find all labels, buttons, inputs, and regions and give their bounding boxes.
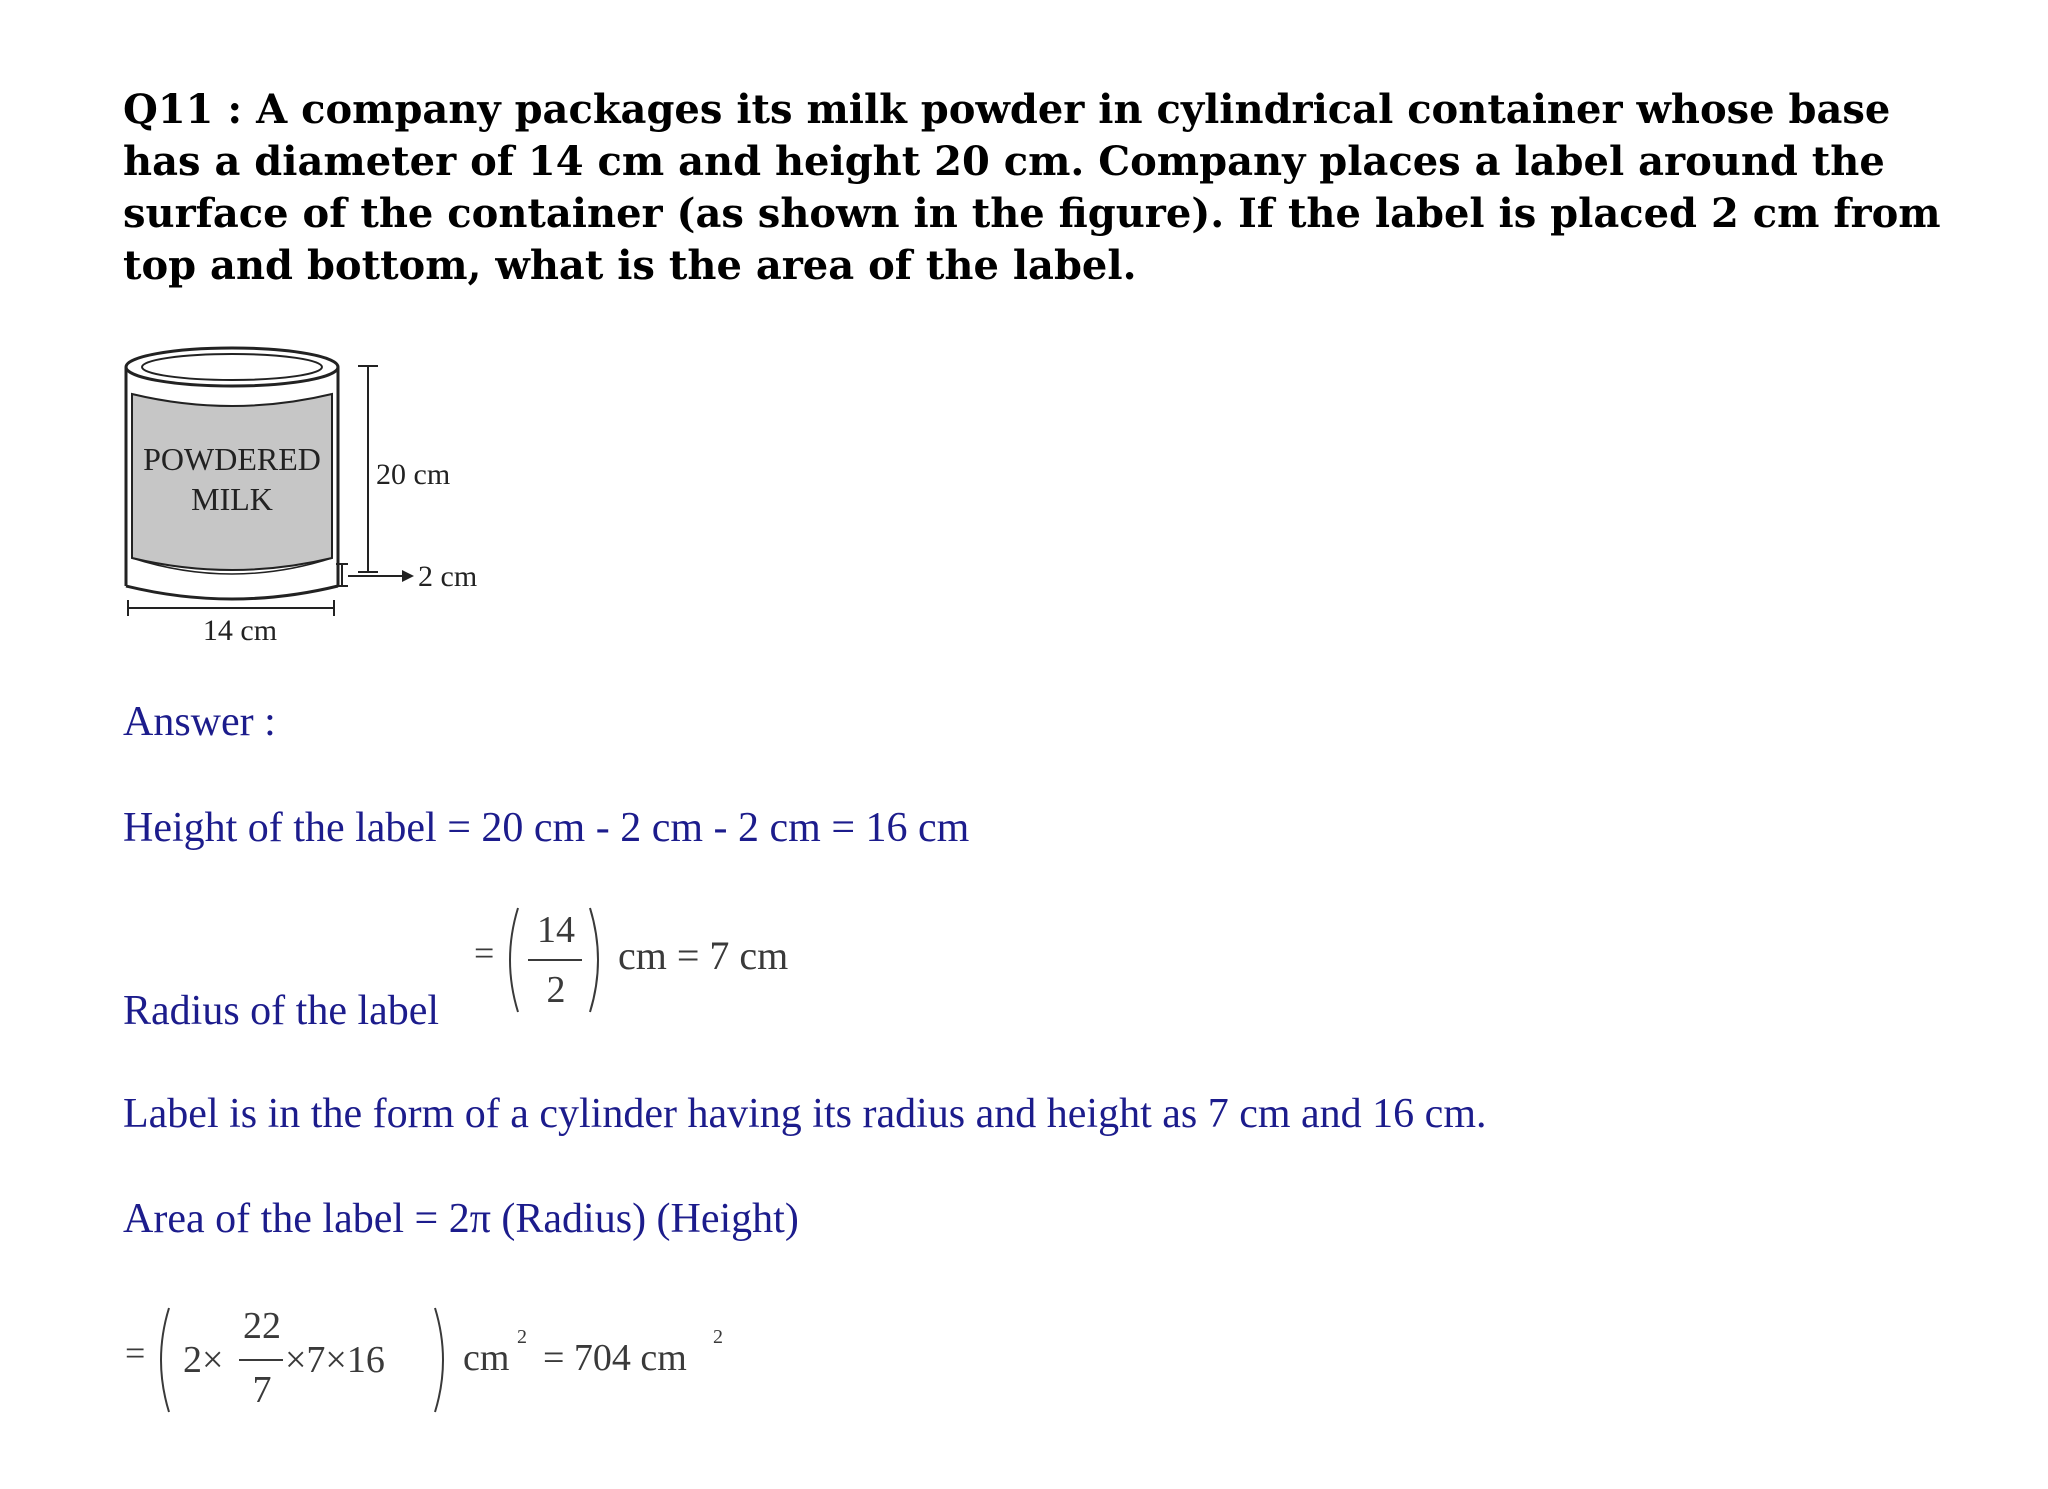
radius-prefix: Radius of the label <box>123 988 440 1034</box>
label-line1: POWDERED <box>143 441 321 477</box>
label-line2: MILK <box>191 481 273 517</box>
gap-label: 2 cm <box>418 560 478 593</box>
radius-numerator: 14 <box>537 909 575 951</box>
area-equals: = <box>125 1333 146 1373</box>
cylinder-figure <box>120 340 520 665</box>
diameter-label: 14 cm <box>202 614 278 647</box>
area-denominator: 7 <box>252 1369 272 1411</box>
area-part1: 2× <box>183 1339 224 1381</box>
answer-heading: Answer : <box>123 699 276 745</box>
area-result: = 704 cm <box>543 1337 687 1379</box>
area-unit-exponent: 2 <box>517 1326 527 1348</box>
area-formula: Area of the label = 2π (Radius) (Height) <box>123 1196 799 1242</box>
height-line: Height of the label = 20 cm - 2 cm - 2 cm = 16 cm <box>123 805 970 851</box>
radius-equation <box>470 900 810 1020</box>
radius-result: cm = 7 cm <box>618 933 789 978</box>
cylinder-diagram <box>120 340 520 660</box>
height-label: 20 cm <box>376 458 451 491</box>
cylinder-line: Label is in the form of a cylinder having its radius and height as 7 cm and 16 cm. <box>123 1091 1487 1137</box>
area-numerator: 22 <box>243 1305 281 1347</box>
area-unit: cm <box>463 1337 510 1379</box>
area-equation <box>123 1300 743 1420</box>
radius-denominator: 2 <box>546 969 566 1011</box>
area-part2: ×7×16 <box>285 1339 385 1381</box>
area-result-exponent: 2 <box>713 1326 723 1348</box>
question-text: Q11 : A company packages its milk powder in cylindrical container whose base has a diameter of 14 cm and height 20 cm. Company places a label around the surface of the container (as shown in the figure). If the label is placed 2 cm from top and bottom, what is the area of the label. <box>123 86 1941 289</box>
radius-equals: = <box>474 933 495 973</box>
